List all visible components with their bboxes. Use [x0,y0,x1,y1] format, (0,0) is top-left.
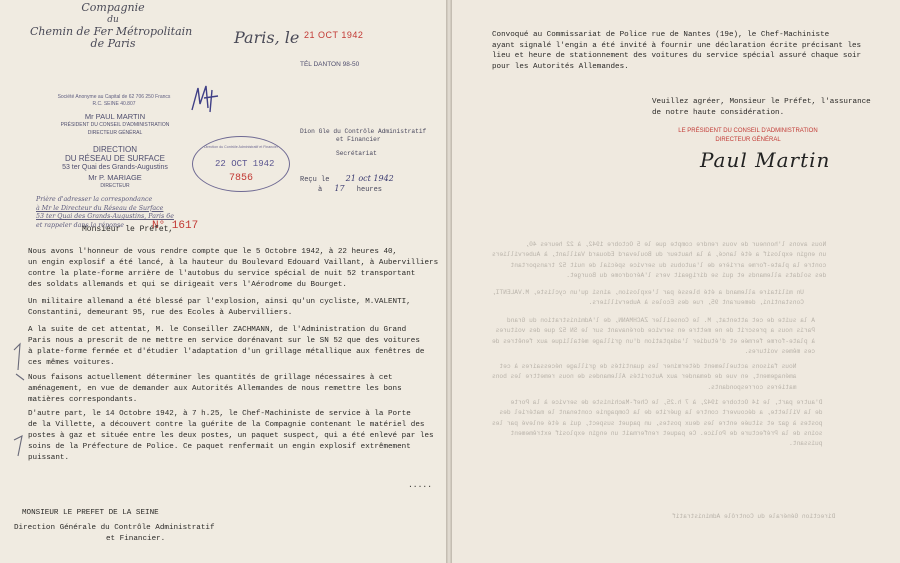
bleed-through-5: D'autre part, le 14 Octobre 1942, à 7 h.25, le Chef-Machiniste de service à la Porte de la Villette, a découvert contre la guérite de la Compagnie contenant le matériel des postes à gaz et située entre les deux postes, un paquet suspect, qui a été enlevé par les soins de la Préfecture de Police. Ce paquet renfermait un engin explosif extrêmement puissant. [492,399,823,448]
received-label: Reçu le [300,176,330,184]
bleed-through-3: A la suite de cet attentat, M. le Conseiller ZACHMANN, de l'Administration du Grand Paris nous a prescrit de ne mettre en service dorénavant sur le SN 52 que des voitures à plate-forme fermée et d'étudier l'adaptation d'un grillage métallique aux fenêtres de ces mêmes voitures. [492,317,816,355]
letter-page-2 [452,0,900,563]
signatory-line-1: LE PRÉSIDENT DU CONSEIL D'ADMINISTRATION [678,128,818,134]
received-line-2: et Financier [336,136,381,143]
president-title-1: PRÉSIDENT DU CONSEIL D'ADMINISTRATION [60,122,170,128]
reception-stamp [192,136,290,192]
president-title-2: DIRECTEUR GÉNÉRAL [87,130,143,136]
received-at: à [318,186,323,194]
signatory-stamp [648,127,848,145]
president-block [40,113,190,137]
reference-number: N° 1617 [152,220,199,232]
bleed-through-4: Nous faisons actuellement déterminer les quantités de grillage nécessaires à cet aménagement, en vue de demander aux Autorités Allemandes de nous remettre les bons matières correspondants. [492,363,797,391]
reception-stamp-number: 7856 [229,173,254,184]
correspondence-line-3: 53 ter Quai des Grands-Augustins, Paris 6e [36,213,174,220]
letter-page-1 [0,0,446,563]
company-line-2: du [107,15,119,25]
direction-subtitle: DU RÉSEAU DE SURFACE [64,154,166,163]
phone-number: TÉL DANTON 98-50 [300,61,360,68]
company-letterhead [30,1,193,50]
correspondence-line-1: Prière d'adresser la correspondance [36,196,153,203]
bleed-through-recipient: Direction Générale du Contrôle Administratif [672,513,836,520]
handwritten-initials [188,82,222,116]
bleed-through-1: Nous avons l'honneur de vous rendre compte que le 5 Octobre 1942, à 22 heures 40, un engin explosif a été lancé, à la hauteur du Boulevard Edouard Vaillant, à Aubervilliers contre la plate-forme arrière de l'autobus du service spécial de nuit 52 transportant des soldats allemands et qui se dirigeait vers l'Aérodrome du Bourget. [492,241,827,279]
company-line-1: Compagnie [81,1,145,14]
president-name: Mr PAUL MARTIN [84,112,146,121]
paragraph-5: D'autre part, le 14 Octobre 1942, à 7 h.25, le Chef-Machiniste de service à la Porte de la Villette, a découvert contre la guérite de la Compagnie contenant le matériel des postes à gaz et située entre les deux postes, un paquet suspect, qui a été enlevé par les soins de la Préfecture de Police. Ce paquet renfermait un engin explosif extrêmement puissant. [28,410,434,462]
recipient-line-3: et Financier. [106,535,166,543]
received-line-3: Secrétariat [336,150,377,157]
recipient-line-1: MONSIEUR LE PREFET DE LA SEINE [22,509,159,517]
bleed-through-2: Un militaire allemand a été blessé par l'explosion, ainsi qu'un cycliste, M.VALENTI, Constantini, demeurant 95, rue des Ecoles à Aubervilliers. [492,289,804,307]
paragraph-4: Nous faisons actuellement déterminer les quantités de grillage nécessaires à cet aménagement, en vue de demander aux Autorités Allemandes de nous remettre les bons matières correspondants. [28,374,402,404]
margin-annotation [10,340,30,460]
page2-closing: Veuillez agréer, Monsieur le Préfet, l'assurance de notre haute considération. [652,98,871,117]
page2-paragraph: Convoqué au Commissariat de Police rue de Nantes (19e), le Chef-Machiniste ayant signalé l'engin a été invité à fournir une déclaration écrite précisant les lieu et heure de stationnement des voitures du service spécial assuré chaque soir pour les Autorités Allemandes. [492,31,862,71]
place-label: Paris, le [234,28,300,47]
received-hour-line [318,184,382,194]
direction-block [34,145,196,191]
received-line-1: Dion Gle du Contrôle Administratif [300,128,427,135]
company-legal [34,94,194,108]
salutation: Monsieur le Préfet, [82,225,174,234]
company-line-4: de Paris [90,37,136,50]
company-line-3: Chemin de Fer Métropolitain [30,25,193,38]
correspondence-line-4: et rappeler dans la réponse [36,221,124,229]
continuation-mark: ..... [408,481,433,490]
director-name: Mr P. MARIAGE [88,173,142,182]
correspondence-line-2: à Mr le Directeur du Réseau de Surface [36,204,164,212]
paragraph-2: Un militaire allemand a été blessé par l'explosion, ainsi qu'un cycliste, M.VALENTI, Constantini, demeurant 95, rue des Ecoles à Aubervilliers. [28,298,411,317]
date-stamp: 21 OCT 1942 [304,30,364,40]
recipient-block [14,508,215,545]
reception-stamp-text: Direction du Contrôle Administratif et Financier [203,145,279,149]
signature: Paul Martin [700,148,831,172]
company-registry: R.C. SEINE 40.807 [92,101,136,107]
received-stamp [300,128,426,158]
direction-title: DIRECTION [93,145,137,154]
signatory-line-2: DIRECTEUR GÉNÉRAL [715,137,781,143]
received-date-line [300,174,394,184]
paragraph-3: A la suite de cet attentat, M. le Conseiller ZACHMANN, de l'Administration du Grand Paris nous a prescrit de ne mettre en service dorénavant sur le SN 52 que des voitures à plate-forme fermée et d'étudier l'adaptation d'un grillage métallique aux fenêtres de ces mêmes voitures. [28,326,425,367]
director-title: DIRECTEUR [100,183,130,189]
paragraph-1: Nous avons l'honneur de vous rendre compte que le 5 Octobre 1942, à 22 heures 40, un engin explosif a été lancé, à la hauteur du Boulevard Edouard Vaillant, à Aubervilliers contre la plate-forme arrière de l'autobus du service spécial de nuit 52 transportant des soldats allemands et qui se dirigeait vers l'Aérodrome du Bourget. [28,248,439,289]
recipient-line-2: Direction Générale du Contrôle Administratif [14,524,215,532]
direction-address: 53 ter Quai des Grands-Augustins [62,164,168,171]
received-hours-label: heures [356,186,383,194]
reception-stamp-date: 22 OCT 1942 [215,159,275,169]
received-hour: 17 [334,184,345,193]
received-date: 21 oct 1942 [345,174,394,183]
company-capital: Société Anonyme au Capital de 62 706 250 Francs [57,94,171,100]
